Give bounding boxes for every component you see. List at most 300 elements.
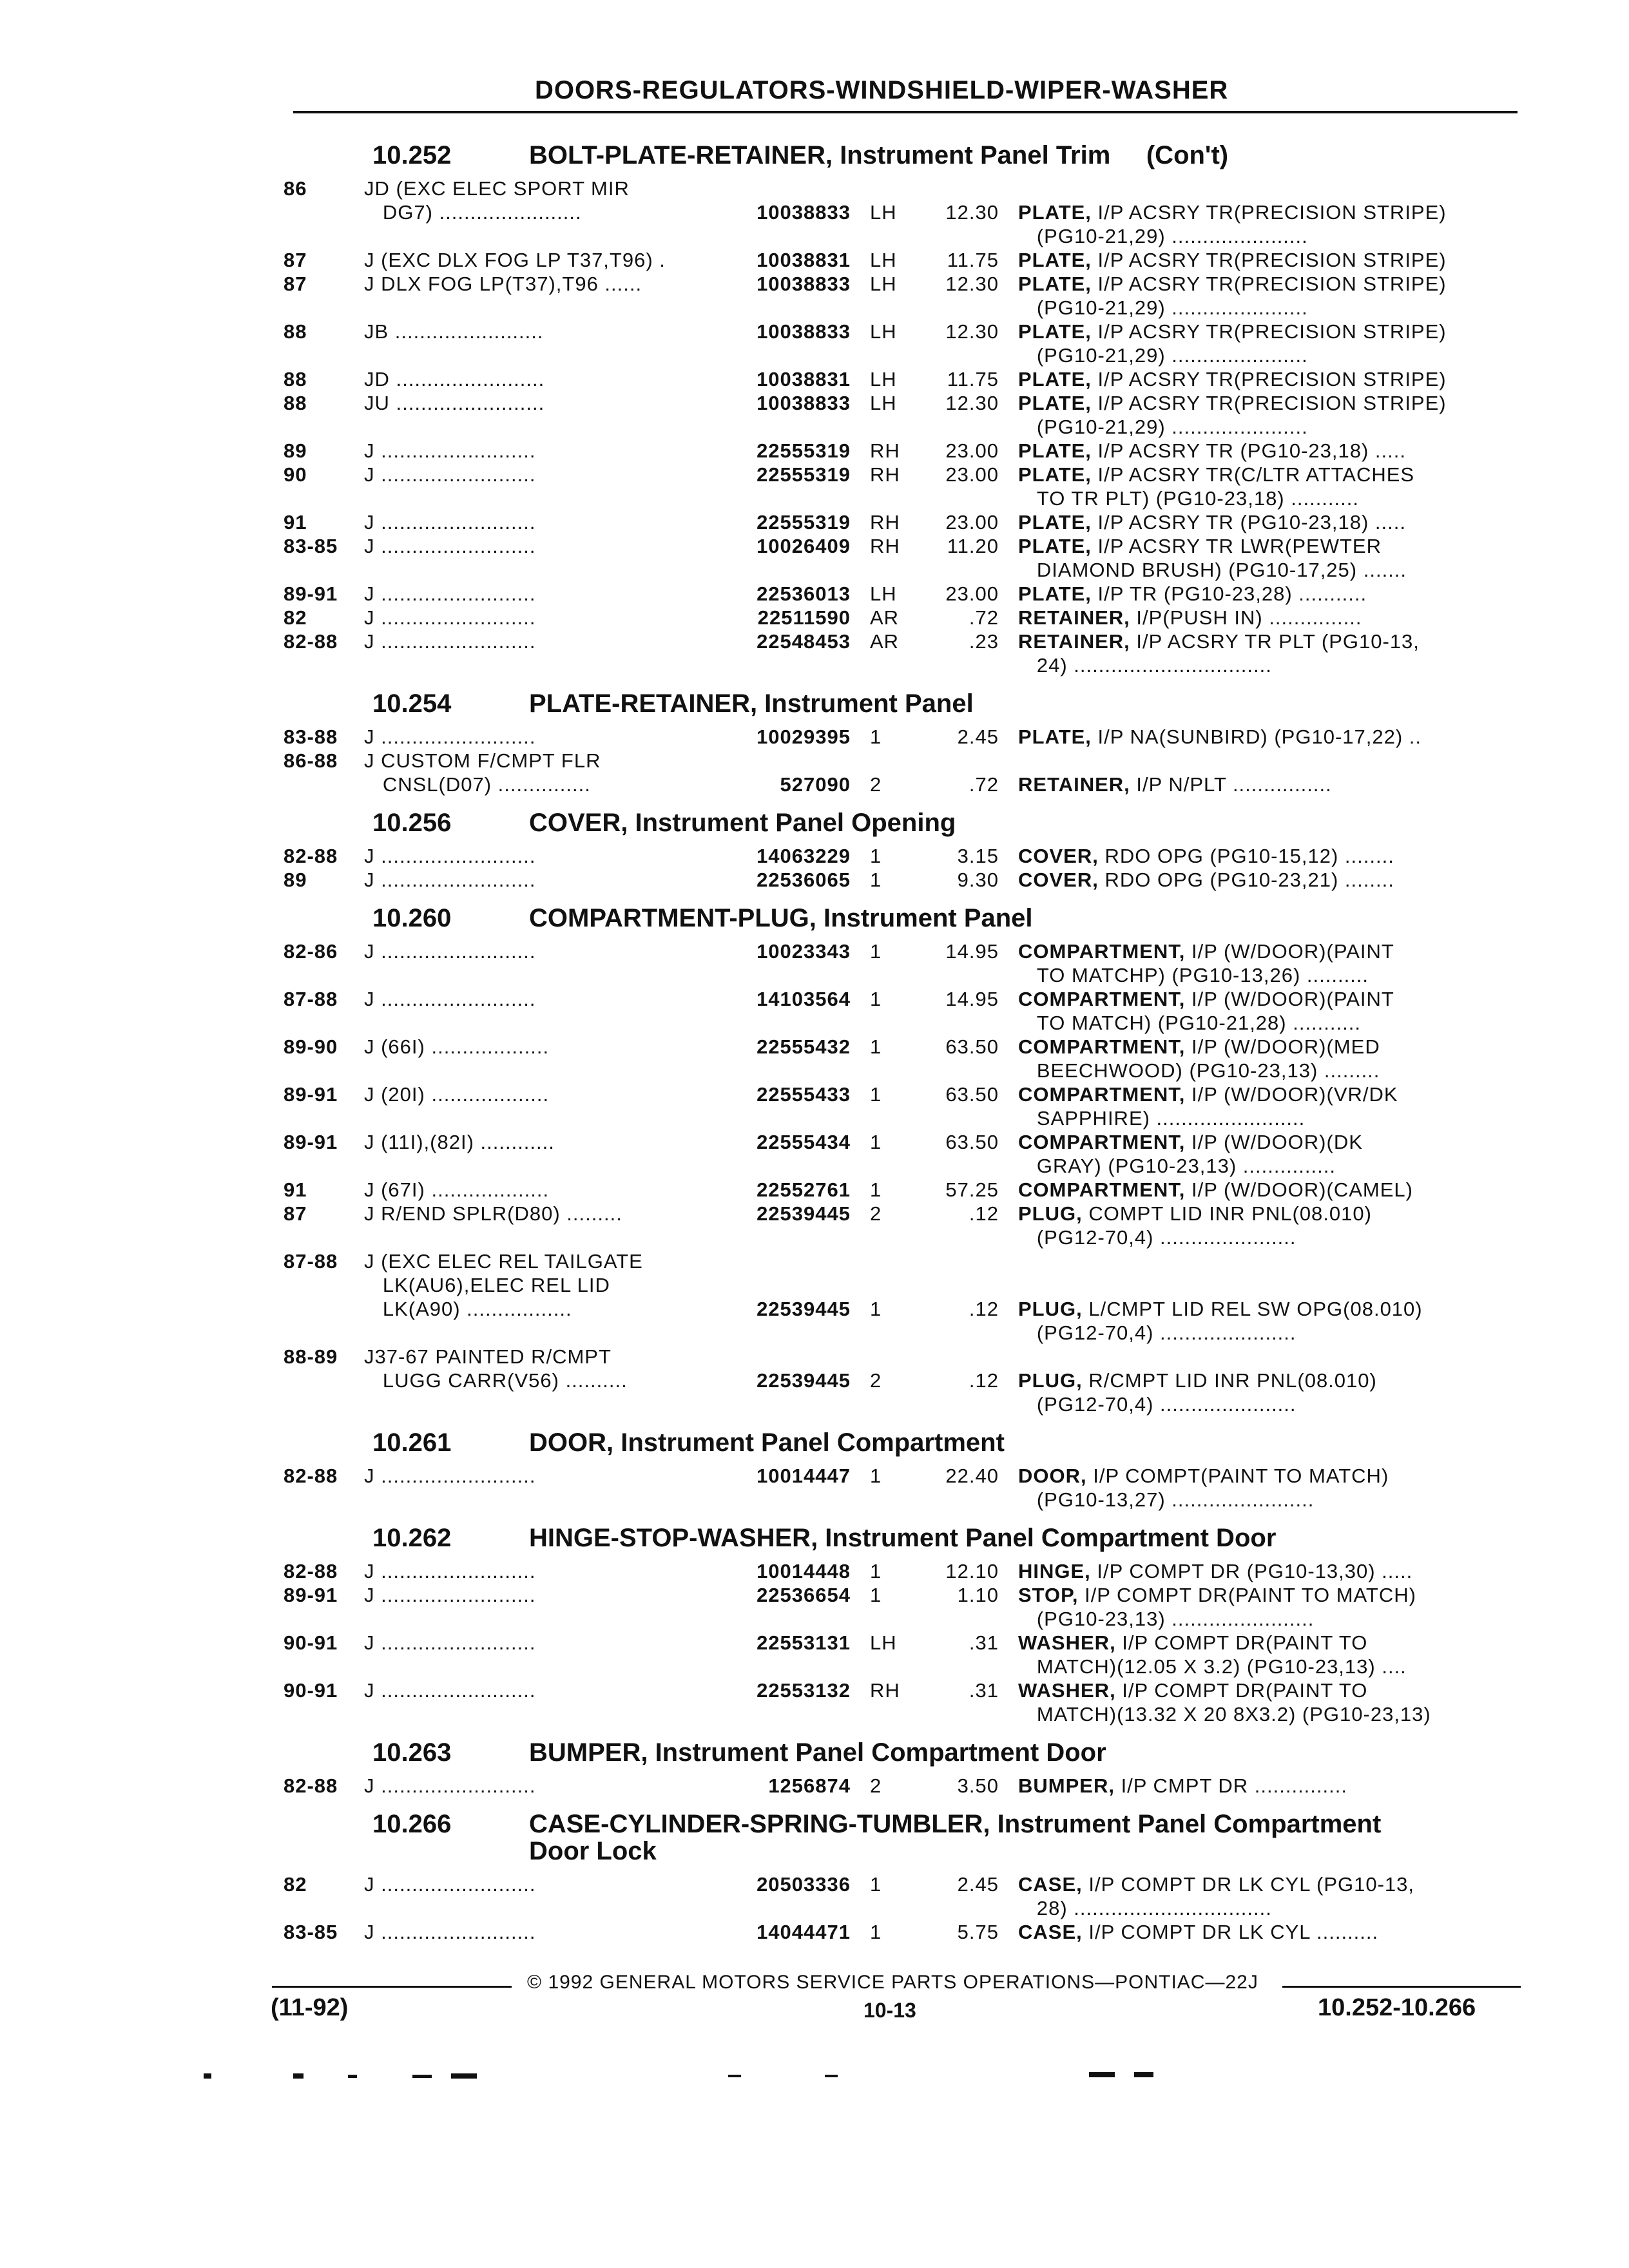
part-description (1018, 1202, 1521, 1249)
part-number: 22539445 (757, 1369, 851, 1392)
section-title (529, 1524, 1521, 1552)
price: .72 (969, 606, 999, 629)
part-name: PLATE, (1018, 582, 1092, 605)
model-year: 89-91 (284, 582, 338, 605)
model-application: J (66I) ................... (364, 1035, 550, 1058)
price: 22.40 (945, 1465, 999, 1487)
model-application: JD (EXC ELEC SPORT MIR DG7) ....................... (364, 177, 630, 224)
model-year: 87 (284, 273, 307, 295)
model-application: J ......................... (364, 1560, 536, 1582)
quantity: LH (870, 273, 897, 295)
part-row (284, 1345, 1521, 1416)
part-description (1018, 1631, 1521, 1678)
quantity: LH (870, 582, 897, 605)
part-detail: I/P N/PLT ................ (1130, 773, 1332, 796)
part-row (284, 510, 1521, 534)
scan-mark (825, 2075, 838, 2077)
section-number: 10.262 (372, 1524, 452, 1552)
footer-date: (11-92) (271, 1994, 349, 2021)
part-name: WASHER, (1018, 1631, 1116, 1654)
section-number: 10.260 (372, 904, 452, 932)
part-row (284, 1920, 1521, 1944)
part-description (1018, 844, 1521, 868)
price: 23.00 (945, 439, 999, 462)
part-row (284, 606, 1521, 629)
quantity: RH (870, 511, 900, 533)
part-description (1018, 177, 1521, 248)
part-description (1018, 629, 1521, 677)
part-row (284, 1249, 1521, 1345)
part-description (1018, 534, 1521, 582)
quantity: 1 (870, 1298, 882, 1320)
price: 12.10 (945, 1560, 999, 1582)
quantity: LH (870, 201, 897, 224)
part-description (1018, 939, 1521, 987)
model-year: 90 (284, 463, 307, 486)
quantity: LH (870, 392, 897, 414)
price: 3.50 (957, 1774, 999, 1797)
part-detail: I/P ACSRY TR(C/LTR ATTACHES TO TR PLT) (PG10-23,18) ........... (1036, 463, 1415, 510)
price: .31 (969, 1679, 999, 1702)
model-year: 82-88 (284, 1560, 338, 1582)
part-description (1018, 1774, 1521, 1798)
quantity: 2 (870, 773, 882, 796)
part-name: PLATE, (1018, 535, 1092, 557)
part-name: COMPARTMENT, (1018, 1083, 1186, 1106)
part-detail: I/P ACSRY TR PLT (PG10-13, 24) ................................ (1036, 630, 1420, 677)
model-year: 87-88 (284, 1250, 338, 1273)
model-application: J ......................... (364, 940, 536, 963)
section-title-rest: Instrument Panel Trim (Con't) (833, 141, 1229, 169)
price: 63.50 (945, 1035, 999, 1058)
model-year: 86 (284, 177, 307, 200)
part-detail: I/P COMPT DR LK CYL (PG10-13, 28) ................................ (1036, 1873, 1415, 1919)
part-name: PLATE, (1018, 463, 1092, 486)
part-row (284, 534, 1521, 582)
part-name: RETAINER, (1018, 606, 1130, 629)
section-heading (284, 142, 1521, 169)
quantity: 1 (870, 1131, 882, 1153)
part-detail: RDO OPG (PG10-15,12) ........ (1098, 845, 1394, 867)
quantity: RH (870, 439, 900, 462)
price: 11.75 (947, 368, 999, 390)
part-detail: I/P (W/DOOR)(CAMEL) (1185, 1178, 1413, 1201)
model-year: 82 (284, 606, 307, 629)
part-number: 10038831 (757, 249, 851, 271)
quantity: LH (870, 1631, 897, 1654)
model-year: 89-91 (284, 1131, 338, 1153)
part-description (1018, 1559, 1521, 1583)
part-description (1018, 1178, 1521, 1202)
scan-mark (728, 2075, 741, 2077)
part-name: COMPARTMENT, (1018, 1178, 1186, 1201)
section-title-key: CASE-CYLINDER-SPRING-TUMBLER, (529, 1810, 990, 1838)
part-number: 22548453 (757, 630, 851, 653)
section-number: 10.261 (372, 1428, 452, 1457)
model-application: J ......................... (364, 439, 536, 462)
model-application: J ......................... (364, 1921, 536, 1943)
copyright-notice: © 1992 GENERAL MOTORS SERVICE PARTS OPERATIONS—PONTIAC—22J (527, 1972, 1258, 1993)
footer-rule-right (1282, 1986, 1521, 1988)
part-row (284, 1774, 1521, 1798)
quantity: 1 (870, 845, 882, 867)
model-year: 88-89 (284, 1345, 338, 1368)
part-number: 10026409 (757, 535, 851, 557)
quantity: 2 (870, 1202, 882, 1225)
section-title-rest: Instrument Panel Compartment Door (648, 1738, 1106, 1767)
part-name: COMPARTMENT, (1018, 1035, 1186, 1058)
quantity: RH (870, 535, 900, 557)
part-description (1018, 582, 1521, 606)
part-number: 10023343 (757, 940, 851, 963)
section-heading (284, 905, 1521, 932)
part-row (284, 463, 1521, 510)
part-description (1018, 320, 1521, 367)
part-number: 22539445 (757, 1298, 851, 1320)
model-year: 83-85 (284, 535, 338, 557)
part-name: RETAINER, (1018, 773, 1130, 796)
part-number: 10029395 (757, 726, 851, 748)
section-heading (284, 809, 1521, 836)
part-name: DOOR, (1018, 1465, 1087, 1487)
part-description (1018, 749, 1521, 796)
model-year: 82-88 (284, 845, 338, 867)
price: 5.75 (957, 1921, 999, 1943)
quantity: 1 (870, 1873, 882, 1896)
quantity: RH (870, 463, 900, 486)
quantity: AR (870, 606, 900, 629)
part-number: 22536013 (757, 582, 851, 605)
scan-mark (451, 2073, 477, 2079)
quantity: 1 (870, 1083, 882, 1106)
part-name: PLUG, (1018, 1202, 1083, 1225)
quantity: 1 (870, 869, 882, 891)
section-title-rest: Instrument Panel Compartment (613, 1428, 1005, 1457)
part-description (1018, 1872, 1521, 1920)
part-row (284, 248, 1521, 272)
part-number: 1256874 (768, 1774, 851, 1797)
part-number: 20503336 (757, 1873, 851, 1896)
model-application: J (11I),(82I) ............ (364, 1131, 555, 1153)
section-title-key: BUMPER, (529, 1738, 648, 1767)
price: 57.25 (945, 1178, 999, 1201)
model-application: J ......................... (364, 988, 536, 1010)
part-name: RETAINER, (1018, 630, 1130, 653)
section-number: 10.266 (372, 1810, 452, 1838)
part-name: STOP, (1018, 1584, 1079, 1606)
footer-rule-left (272, 1986, 512, 1988)
part-row (284, 1872, 1521, 1920)
model-application: J (20I) ................... (364, 1083, 550, 1106)
part-row (284, 320, 1521, 367)
part-detail: I/P TR (PG10-23,28) ........... (1091, 582, 1367, 605)
part-name: COVER, (1018, 869, 1099, 891)
part-row (284, 939, 1521, 987)
model-application: J (EXC DLX FOG LP T37,T96) . (364, 249, 666, 271)
footer-section-range: 10.252-10.266 (1318, 1994, 1476, 2021)
model-application: J ......................... (364, 630, 536, 653)
part-name: COMPARTMENT, (1018, 940, 1186, 963)
part-number: 10038833 (757, 320, 851, 343)
part-detail: I/P ACSRY TR(PRECISION STRIPE) (PG10-21,29) ...................... (1036, 392, 1447, 438)
part-number: 10014447 (757, 1465, 851, 1487)
section-title (529, 142, 1521, 169)
price: 63.50 (945, 1083, 999, 1106)
part-detail: I/P ACSRY TR LWR(PEWTER DIAMOND BRUSH) (PG10-17,25) ....... (1036, 535, 1407, 581)
part-row (284, 1202, 1521, 1249)
part-row (284, 749, 1521, 796)
model-application: J (EXC ELEC REL TAILGATE LK(AU6),ELEC REL LID LK(A90) ................. (364, 1250, 643, 1320)
part-number: 22552761 (757, 1178, 851, 1201)
scan-mark (348, 2075, 357, 2078)
quantity: 1 (870, 1465, 882, 1487)
price: .31 (969, 1631, 999, 1654)
part-detail: R/CMPT LID INR PNL(08.010) (PG12-70,4) ...................... (1036, 1369, 1377, 1416)
model-year: 83-85 (284, 1921, 338, 1943)
part-row (284, 1559, 1521, 1583)
model-application: J ......................... (364, 1679, 536, 1702)
part-description (1018, 1583, 1521, 1631)
part-row (284, 1082, 1521, 1130)
model-application: J37-67 PAINTED R/CMPT LUGG CARR(V56) .......... (364, 1345, 628, 1392)
price: 11.20 (947, 535, 999, 557)
price: 23.00 (945, 582, 999, 605)
part-detail: I/P COMPT DR(PAINT TO MATCH)(12.05 X 3.2) (PG10-23,13) .... (1036, 1631, 1407, 1678)
parts-listing (284, 129, 1521, 1944)
part-number: 14044471 (757, 1921, 851, 1943)
model-application: J ......................... (364, 1774, 536, 1797)
part-row (284, 582, 1521, 606)
price: 14.95 (945, 940, 999, 963)
part-number: 22511590 (757, 606, 851, 629)
part-number: 22539445 (757, 1202, 851, 1225)
part-name: COVER, (1018, 845, 1099, 867)
part-detail: I/P COMPT DR(PAINT TO MATCH)(13.32 X 20 8X3.2) (PG10-23,13) (1036, 1679, 1431, 1725)
part-description (1018, 1249, 1521, 1345)
model-application: JU ........................ (364, 392, 545, 414)
part-detail: I/P COMPT DR LK CYL .......... (1082, 1921, 1379, 1943)
model-application: J ......................... (364, 845, 536, 867)
part-row (284, 1178, 1521, 1202)
price: 14.95 (945, 988, 999, 1010)
quantity: 1 (870, 1035, 882, 1058)
part-row (284, 629, 1521, 677)
part-row (284, 391, 1521, 439)
quantity: LH (870, 320, 897, 343)
model-year: 89 (284, 439, 307, 462)
part-number: 22555433 (757, 1083, 851, 1106)
section-title-rest: Instrument Panel Compartment Door (818, 1524, 1277, 1552)
scan-mark (204, 2073, 211, 2079)
model-application: J ......................... (364, 582, 536, 605)
price: 12.30 (945, 201, 999, 224)
part-detail: I/P ACSRY TR(PRECISION STRIPE) (PG10-21,29) ...................... (1036, 201, 1447, 247)
section-title-key: PLATE-RETAINER, (529, 689, 758, 718)
price: .12 (969, 1369, 999, 1392)
quantity: 2 (870, 1774, 882, 1797)
part-row (284, 1583, 1521, 1631)
model-year: 90-91 (284, 1631, 338, 1654)
price: .12 (969, 1202, 999, 1225)
part-name: PLUG, (1018, 1369, 1083, 1392)
part-description (1018, 272, 1521, 320)
section-title-key: COVER, (529, 809, 628, 837)
model-application: J ......................... (364, 606, 536, 629)
scan-mark (1089, 2072, 1115, 2077)
model-year: 89-91 (284, 1584, 338, 1606)
part-detail: I/P (W/DOOR)(PAINT TO MATCHP) (PG10-13,26) .......... (1036, 940, 1394, 986)
part-name: COMPARTMENT, (1018, 988, 1186, 1010)
model-application: J (67I) ................... (364, 1178, 550, 1201)
part-number: 10038831 (757, 368, 851, 390)
part-number: 22555319 (757, 511, 851, 533)
model-year: 82 (284, 1873, 307, 1896)
quantity: 1 (870, 1560, 882, 1582)
part-description (1018, 1035, 1521, 1082)
quantity: 1 (870, 1178, 882, 1201)
part-row (284, 1464, 1521, 1512)
price: 12.30 (945, 320, 999, 343)
part-detail: I/P ACSRY TR (PG10-23,18) ..... (1091, 439, 1406, 462)
part-description (1018, 1130, 1521, 1178)
part-name: PLATE, (1018, 392, 1092, 414)
part-description (1018, 510, 1521, 534)
section-title-rest: Instrument Panel (816, 904, 1033, 932)
part-description (1018, 439, 1521, 463)
part-number: 22555434 (757, 1131, 851, 1153)
quantity: RH (870, 1679, 900, 1702)
section-title (529, 1429, 1521, 1456)
part-name: PLATE, (1018, 726, 1092, 748)
quantity: AR (870, 630, 900, 653)
part-row (284, 439, 1521, 463)
price: 12.30 (945, 392, 999, 414)
section-title-rest: Instrument Panel Compartment Door Lock (529, 1810, 1382, 1865)
part-description (1018, 367, 1521, 391)
part-row (284, 272, 1521, 320)
part-name: PLATE, (1018, 320, 1092, 343)
part-row (284, 987, 1521, 1035)
section-number: 10.254 (372, 689, 452, 718)
part-description (1018, 606, 1521, 629)
part-detail: I/P ACSRY TR (PG10-23,18) ..... (1091, 511, 1406, 533)
price: .12 (969, 1298, 999, 1320)
scan-mark (1134, 2072, 1153, 2077)
footer-page-number: 10-13 (863, 1999, 916, 2022)
model-application: J ......................... (364, 1465, 536, 1487)
model-year: 83-88 (284, 726, 338, 748)
part-row (284, 725, 1521, 749)
section-number: 10.256 (372, 809, 452, 837)
model-year: 86-88 (284, 749, 338, 772)
model-year: 82-88 (284, 630, 338, 653)
section-title (529, 690, 1521, 717)
part-detail: I/P NA(SUNBIRD) (PG10-17,22) .. (1091, 726, 1422, 748)
part-description (1018, 1920, 1521, 1944)
model-year: 88 (284, 320, 307, 343)
price: 12.30 (945, 273, 999, 295)
part-number: 22555319 (757, 439, 851, 462)
model-application: J R/END SPLR(D80) ......... (364, 1202, 622, 1225)
part-name: PLATE, (1018, 511, 1092, 533)
part-detail: RDO OPG (PG10-23,21) ........ (1098, 869, 1394, 891)
model-year: 91 (284, 511, 307, 533)
part-description (1018, 463, 1521, 510)
model-application: JB ........................ (364, 320, 544, 343)
scan-mark (412, 2075, 432, 2078)
model-year: 89 (284, 869, 307, 891)
part-description (1018, 1082, 1521, 1130)
part-name: CASE, (1018, 1873, 1083, 1896)
part-description (1018, 391, 1521, 439)
part-number: 527090 (780, 773, 851, 796)
section-heading (284, 1811, 1521, 1865)
part-name: PLUG, (1018, 1298, 1083, 1320)
part-detail: I/P ACSRY TR(PRECISION STRIPE) (1091, 249, 1447, 271)
quantity: 2 (870, 1369, 882, 1392)
price: 23.00 (945, 463, 999, 486)
part-number: 22536654 (757, 1584, 851, 1606)
model-application: J DLX FOG LP(T37),T96 ...... (364, 273, 642, 295)
price: 23.00 (945, 511, 999, 533)
model-year: 82-88 (284, 1465, 338, 1487)
part-row (284, 1130, 1521, 1178)
part-name: COMPARTMENT, (1018, 1131, 1186, 1153)
section-title-key: BOLT-PLATE-RETAINER, (529, 141, 833, 169)
header-rule (293, 111, 1518, 113)
price: 11.75 (947, 249, 999, 271)
section-heading (284, 690, 1521, 717)
part-detail: I/P (W/DOOR)(PAINT TO MATCH) (PG10-21,28) ........... (1036, 988, 1394, 1034)
section-title-rest: Instrument Panel (757, 689, 974, 718)
part-description (1018, 1678, 1521, 1726)
section-heading (284, 1524, 1521, 1552)
part-detail: I/P COMPT DR(PAINT TO MATCH) (PG10-23,13) ....................... (1036, 1584, 1416, 1630)
part-number: 10038833 (757, 392, 851, 414)
part-name: PLATE, (1018, 368, 1092, 390)
quantity: 1 (870, 940, 882, 963)
part-number: 22536065 (757, 869, 851, 891)
price: 2.45 (957, 1873, 999, 1896)
model-application: J ......................... (364, 1873, 536, 1896)
model-application: J ......................... (364, 1584, 536, 1606)
price: .23 (969, 630, 999, 653)
model-year: 88 (284, 392, 307, 414)
part-description (1018, 868, 1521, 892)
quantity: 1 (870, 988, 882, 1010)
price: 63.50 (945, 1131, 999, 1153)
model-year: 87-88 (284, 988, 338, 1010)
part-row (284, 844, 1521, 868)
part-name: WASHER, (1018, 1679, 1116, 1702)
model-year: 89-91 (284, 1083, 338, 1106)
quantity: LH (870, 249, 897, 271)
section-title (529, 905, 1521, 932)
part-detail: I/P ACSRY TR(PRECISION STRIPE) (PG10-21,29) ...................... (1036, 320, 1447, 367)
part-row (284, 1035, 1521, 1082)
model-year: 90-91 (284, 1679, 338, 1702)
part-detail: COMPT LID INR PNL(08.010) (PG12-70,4) ...................... (1036, 1202, 1372, 1249)
part-number: 22553132 (757, 1679, 851, 1702)
part-detail: I/P ACSRY TR(PRECISION STRIPE) (PG10-21,29) ...................... (1036, 273, 1447, 319)
model-year: 82-88 (284, 1774, 338, 1797)
part-name: PLATE, (1018, 273, 1092, 295)
section-heading (284, 1429, 1521, 1456)
model-application: J ......................... (364, 726, 536, 748)
part-name: PLATE, (1018, 201, 1092, 224)
price: 1.10 (957, 1584, 999, 1606)
quantity: 1 (870, 1584, 882, 1606)
